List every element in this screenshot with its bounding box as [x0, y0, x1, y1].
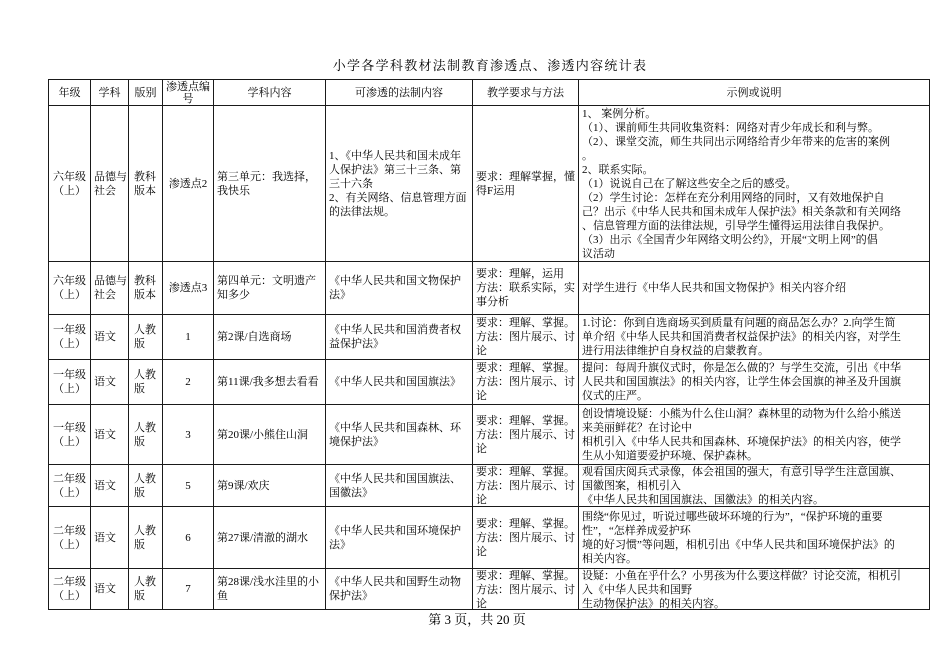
example-cell-line: （1）、课前师生共同收集资料：网络对青少年成长和利与弊。 — [582, 121, 879, 134]
point-no-cell: 1 — [163, 315, 213, 359]
grade-cell-line: 二年级 — [53, 524, 86, 537]
subject-cell — [91, 106, 128, 261]
teaching-method-cell-line: 要求：理解掌握，懂 — [476, 170, 575, 183]
point-no-cell: 渗透点2 — [163, 106, 213, 261]
example-cell — [579, 106, 929, 261]
law-content-cell-line: 境保护法》 — [329, 435, 384, 448]
grade-cell-line: 一年级 — [53, 421, 86, 434]
example-cell-line: （1）说说自己在了解这些安全之后的感受。 — [582, 177, 797, 190]
teaching-method-cell — [473, 569, 578, 609]
grade-cell-line: 六年级 — [53, 275, 86, 287]
example-cell-line: 生动物保护法》的相关内容。 — [582, 598, 725, 609]
example-cell-line: 提问：每周升旗仪式时，你是怎么做的？与学生交流，引出《中华 — [582, 362, 901, 374]
teaching-method-cell-line: 论 — [476, 545, 487, 558]
law-content-cell — [326, 262, 472, 314]
example-cell-line: 2、联系实际。 — [582, 163, 654, 176]
teaching-method-cell — [473, 465, 578, 506]
example-cell-line: （3）出示《全国青少年网络文明公约》，开展“文明上网”的倡 — [582, 233, 878, 246]
teaching-method-cell-line: 要求：理解，运用 — [476, 268, 564, 280]
grade-cell-line: （上） — [53, 435, 86, 448]
teaching-method-cell — [473, 360, 578, 404]
law-content-cell-line: 国徽法》 — [329, 486, 373, 499]
grade-cell — [49, 569, 90, 609]
example-cell-line: 创设情境设疑：小熊为什么住山洞？森林里的动物为什么给小熊送 — [582, 407, 901, 420]
edition-cell-line: 版本 — [134, 184, 156, 197]
grade-cell-line: 一年级 — [53, 369, 86, 381]
edition-cell-line: 版 — [134, 486, 145, 499]
grade-cell-line: （上） — [53, 338, 86, 350]
teaching-method-cell-line: 方法：图片展示、讨 — [476, 531, 575, 544]
example-cell-line: 来美丽鲜花？在讨论中 — [582, 421, 692, 434]
example-cell-line: 单介绍《中华人民共和国消费者权益保护法》的相关内容，对学生 — [582, 331, 901, 343]
subject-cell-line: 品德与 — [94, 170, 127, 183]
grade-cell — [49, 507, 90, 568]
lesson-content-cell — [214, 106, 325, 261]
point-no-cell: 7 — [163, 569, 213, 609]
teaching-method-cell-line: 方法：图片展示、讨 — [476, 584, 575, 596]
edition-cell-line: 版本 — [134, 289, 156, 301]
teaching-method-cell-line: 方法：图片展示、讨 — [476, 428, 575, 441]
header-grade: 年级 — [49, 80, 90, 105]
lesson-content-cell-line: 第11课/我多想去看看 — [217, 376, 319, 388]
law-content-cell-line: 法》 — [329, 289, 351, 301]
example-cell-line: 对学生进行《中华人民共和国文物保护》相关内容介绍 — [582, 282, 846, 294]
grade-cell-line: （上） — [53, 486, 86, 499]
lesson-content-cell-line: 第三单元：我选择， — [217, 170, 316, 183]
header-law-content: 可渗透的法制内容 — [326, 80, 472, 105]
law-content-cell-line: 《中华人民共和国国旗法》 — [329, 376, 461, 388]
example-cell — [579, 360, 929, 404]
law-content-cell-line: 《中华人民共和国国旗法、 — [329, 472, 461, 485]
page-title: 小学各学科教材法制教育渗透点、渗透内容统计表 — [332, 58, 648, 73]
law-content-cell — [326, 106, 472, 261]
header-point-no-line: 号 — [182, 92, 194, 105]
law-content-cell — [326, 405, 472, 464]
teaching-method-cell — [473, 106, 578, 261]
header-subject: 学科 — [91, 80, 128, 105]
example-cell-line: 己？出示《中华人民共和国未成年人保护法》相关条款和有关网络 — [582, 205, 901, 218]
edition-cell — [129, 262, 162, 314]
teaching-method-cell-line: 要求：理解、掌握。 — [476, 414, 575, 427]
law-content-cell-line: 益保护法》 — [329, 338, 384, 350]
example-cell-line: 境的好习惯”等问题，相机引出《中华人民共和国环境保护法》的 — [582, 538, 895, 551]
point-no-cell: 2 — [163, 360, 213, 404]
edition-cell-line: 人教 — [134, 576, 156, 588]
teaching-method-cell-line: 得F运用 — [476, 184, 516, 197]
law-content-cell-line: 人保护法》第三十三条、第 — [329, 163, 461, 176]
example-cell-line: 围绕“你见过，听说过哪些破坏环境的行为”，“保护环境的重要 — [582, 510, 883, 523]
law-content-cell-line: 的法律法规。 — [329, 205, 395, 218]
subject-cell: 语文 — [91, 405, 128, 464]
header-teaching-method: 教学要求与方法 — [473, 80, 578, 105]
edition-cell-line: 版 — [134, 538, 145, 551]
teaching-method-cell — [473, 262, 578, 314]
header-edition: 版别 — [129, 80, 162, 105]
law-content-cell-line: 《中华人民共和国文物保护 — [329, 275, 461, 287]
header-point-no-line: 渗透点编 — [166, 80, 210, 93]
law-content-cell — [326, 507, 472, 568]
teaching-method-cell-line: 要求：理解、掌握。 — [476, 570, 575, 582]
example-cell-line: 、信息管理方面的法律法规，引导学生懂得运用法律自我保护。 — [582, 219, 890, 232]
edition-cell-line: 版 — [134, 383, 145, 395]
edition-cell — [129, 360, 162, 404]
page-number-footer: 第 3 页，共 20 页 — [428, 612, 526, 627]
teaching-method-cell-line: 要求：理解、掌握。 — [476, 362, 575, 374]
edition-cell-line: 人教 — [134, 421, 156, 434]
example-cell-line: （2）学生讨论：怎样在充分利用网络的同时，又有效地保护自 — [582, 191, 885, 204]
lesson-content-cell — [214, 507, 325, 568]
grade-cell — [49, 106, 90, 261]
example-cell-line: 进行用法律维护自身权益的启蒙教育。 — [582, 345, 769, 357]
example-cell-line: 。 — [582, 149, 593, 162]
law-content-cell — [326, 315, 472, 359]
example-cell-line: 国徽图案，相机引入 — [582, 480, 681, 492]
example-cell — [579, 405, 929, 464]
example-cell-line: 人民共和国国旗法》的相关内容，让学生体会国旗的神圣及升国旗 — [582, 376, 901, 388]
grade-cell — [49, 315, 90, 359]
example-cell — [579, 315, 929, 359]
lesson-content-cell-line: 鱼 — [217, 590, 228, 602]
lesson-content-cell — [214, 569, 325, 609]
edition-cell-line: 教科 — [134, 275, 156, 287]
grade-cell-line: 二年级 — [53, 576, 86, 588]
subject-cell: 语文 — [91, 360, 128, 404]
point-no-cell: 6 — [163, 507, 213, 568]
edition-cell-line: 版 — [134, 590, 145, 602]
grade-cell — [49, 360, 90, 404]
law-content-cell-line: 2、有关网络、信息管理方面 — [329, 191, 467, 204]
lesson-content-cell — [214, 262, 325, 314]
teaching-method-cell-line: 事分析 — [476, 296, 509, 308]
grade-cell-line: 一年级 — [53, 324, 86, 336]
edition-cell — [129, 507, 162, 568]
lesson-content-cell-line: 知多少 — [217, 289, 250, 301]
subject-cell: 语文 — [91, 569, 128, 609]
edition-cell-line: 人教 — [134, 324, 156, 336]
point-no-cell: 5 — [163, 465, 213, 506]
example-cell-line: 观看国庆阅兵式录像，体会祖国的强大，有意引导学生注意国旗、 — [582, 466, 901, 478]
law-content-cell — [326, 465, 472, 506]
example-cell — [579, 262, 929, 314]
lesson-content-cell-line: 第2课/自选商场 — [217, 331, 292, 343]
grade-cell — [49, 405, 90, 464]
teaching-method-cell — [473, 315, 578, 359]
edition-cell — [129, 569, 162, 609]
subject-cell: 语文 — [91, 465, 128, 506]
teaching-method-cell-line: 论 — [476, 598, 487, 609]
law-content-cell-line: 《中华人民共和国环境保护 — [329, 524, 461, 537]
lesson-content-cell — [214, 360, 325, 404]
teaching-method-cell-line: 方法：图片展示、讨 — [476, 480, 575, 492]
teaching-method-cell-line: 方法：图片展示、讨 — [476, 331, 575, 343]
subject-cell — [91, 262, 128, 314]
example-cell-line: 相关内容。 — [582, 552, 637, 565]
subject-cell-line: 品德与 — [94, 275, 127, 287]
teaching-method-cell-line: 论 — [476, 345, 487, 357]
law-content-cell-line: 1、《中华人民共和国未成年 — [329, 149, 461, 162]
point-no-cell: 3 — [163, 405, 213, 464]
teaching-method-cell-line: 要求：理解、掌握。 — [476, 317, 575, 329]
law-content-cell — [326, 569, 472, 609]
law-content-cell-line: 《中华人民共和国野生动物 — [329, 576, 461, 588]
grade-cell-line: （上） — [53, 184, 86, 197]
lesson-content-cell — [214, 465, 325, 506]
lesson-content-cell-line: 第27课/清澈的湖水 — [217, 531, 309, 544]
edition-cell-line: 教科 — [134, 170, 156, 183]
grade-cell-line: （上） — [53, 538, 86, 551]
teaching-method-cell-line: 论 — [476, 442, 487, 455]
header-example: 示例或说明 — [579, 80, 929, 105]
example-cell-line: 1.讨论：你到自选商场买到质量有问题的商品怎么办？2.向学生简 — [582, 317, 896, 329]
example-cell — [579, 465, 929, 506]
example-cell-line: 入《中华人民共和国野 — [582, 584, 692, 596]
grade-cell-line: （上） — [53, 590, 86, 602]
example-cell-line: 设疑：小鱼在乎什么？小男孩为什么要这样做？讨论交流，相机引 — [582, 570, 901, 582]
subject-cell-line: 社会 — [94, 184, 116, 197]
header-point-no — [163, 80, 213, 105]
edition-cell — [129, 106, 162, 261]
example-cell-line: 1、 案例分析。 — [582, 107, 657, 120]
example-cell-line: 相机引入《中华人民共和国森林、环境保护法》的相关内容，使学 — [582, 435, 901, 448]
grade-cell-line: 二年级 — [53, 472, 86, 485]
law-content-cell — [326, 360, 472, 404]
law-content-cell-line: 保护法》 — [329, 590, 373, 602]
teaching-method-cell-line: 论 — [476, 494, 487, 506]
edition-cell — [129, 315, 162, 359]
grade-cell-line: （上） — [53, 289, 86, 301]
teaching-method-cell-line: 要求：理解、掌握。 — [476, 466, 575, 478]
edition-cell-line: 版 — [134, 435, 145, 448]
lesson-content-cell-line: 第9课/欢庆 — [217, 479, 270, 492]
example-cell-line: 《中华人民共和国国旗法、国徽法》的相关内容。 — [582, 494, 824, 506]
example-cell-line: （2）、课堂交流，师生共同出示网络给青少年带来的危害的案例 — [582, 135, 890, 148]
grade-cell-line: 六年级 — [53, 170, 86, 183]
header-lesson-content: 学科内容 — [214, 80, 325, 105]
edition-cell-line: 人教 — [134, 369, 156, 381]
lesson-content-cell-line: 第四单元：文明遗产 — [217, 275, 316, 287]
example-cell-line: 性”，“怎样养成爱护环 — [582, 524, 691, 537]
point-no-cell: 渗透点3 — [163, 262, 213, 314]
subject-cell-line: 社会 — [94, 289, 116, 301]
example-cell — [579, 569, 929, 609]
lesson-content-cell-line: 第20课/小熊住山洞 — [217, 428, 309, 441]
example-cell-line: 仪式的庄严。 — [582, 390, 648, 402]
lesson-content-cell-line: 我快乐 — [217, 184, 250, 197]
example-cell-line: 议活动 — [582, 247, 615, 260]
teaching-method-cell — [473, 507, 578, 568]
example-cell-line: 生从小知道要爱护环境、保护森林。 — [582, 449, 758, 462]
edition-cell-line: 版 — [134, 338, 145, 350]
teaching-method-cell-line: 方法：联系实际，实 — [476, 282, 575, 294]
lesson-content-cell-line: 第28课/浅水洼里的小 — [217, 576, 320, 588]
subject-cell: 语文 — [91, 315, 128, 359]
teaching-method-cell-line: 论 — [476, 390, 487, 402]
teaching-method-cell-line: 要求：理解、掌握。 — [476, 517, 575, 530]
teaching-method-cell-line: 方法：图片展示、讨 — [476, 376, 575, 388]
example-cell — [579, 507, 929, 568]
grade-cell — [49, 262, 90, 314]
subject-cell: 语文 — [91, 507, 128, 568]
edition-cell-line: 人教 — [134, 524, 156, 537]
law-content-cell-line: 三十六条 — [329, 177, 373, 190]
edition-cell-line: 人教 — [134, 472, 156, 485]
law-content-cell-line: 法》 — [329, 538, 351, 551]
edition-cell — [129, 405, 162, 464]
grade-cell — [49, 465, 90, 506]
law-content-cell-line: 《中华人民共和国森林、环 — [329, 421, 461, 434]
edition-cell — [129, 465, 162, 506]
law-content-cell-line: 《中华人民共和国消费者权 — [329, 324, 461, 336]
statistics-table — [48, 79, 930, 610]
grade-cell-line: （上） — [53, 383, 86, 395]
teaching-method-cell — [473, 405, 578, 464]
lesson-content-cell — [214, 405, 325, 464]
lesson-content-cell — [214, 315, 325, 359]
